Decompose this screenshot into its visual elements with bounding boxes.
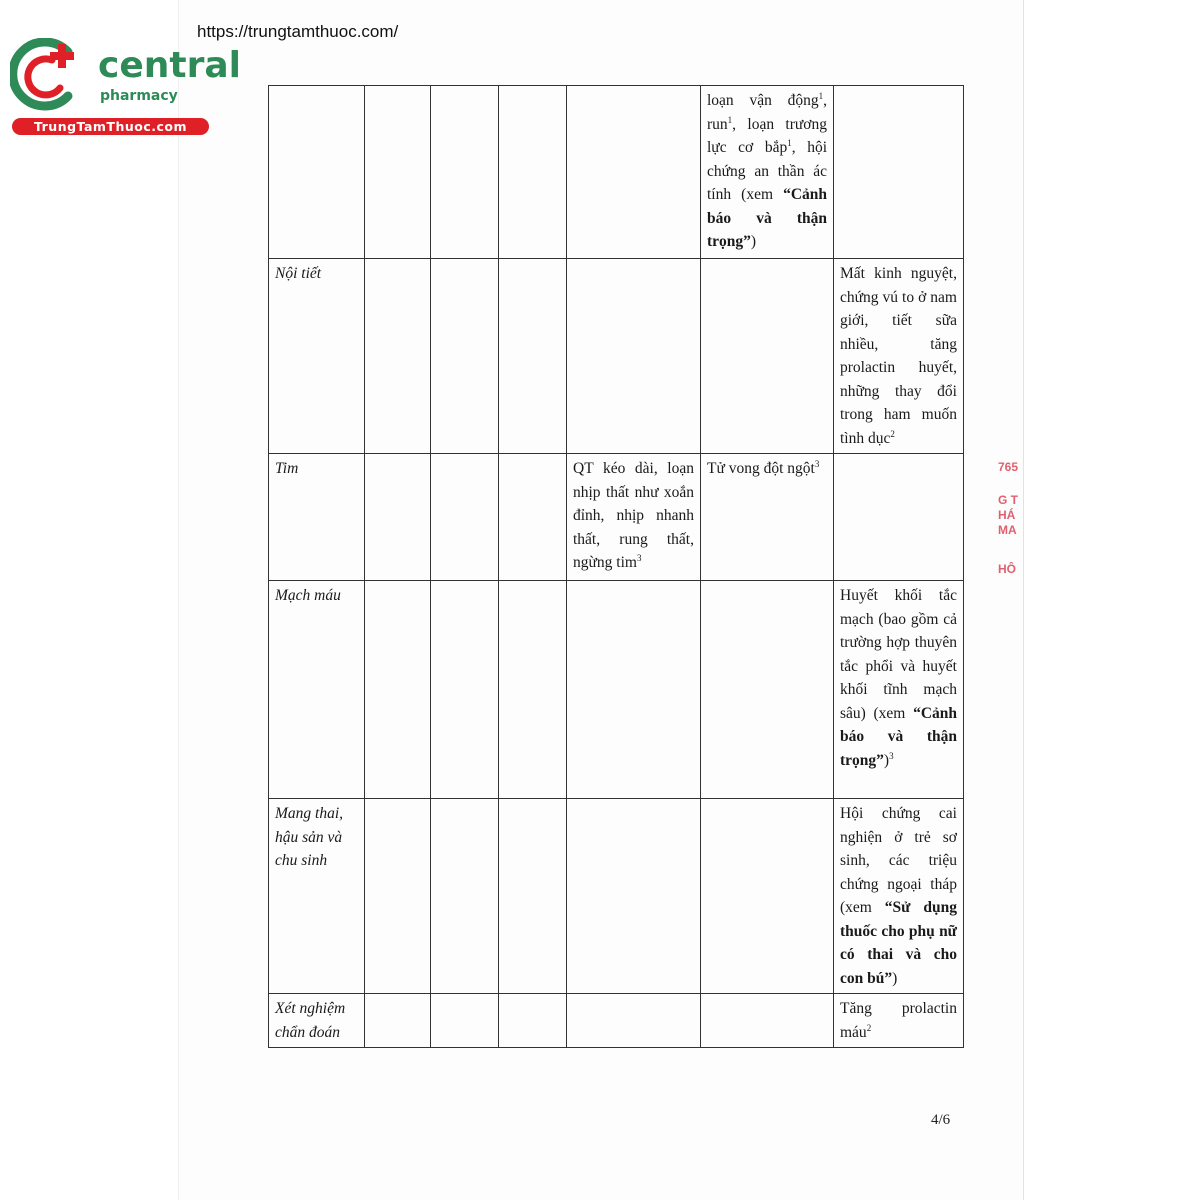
row-label-vascular: Mạch máu	[269, 581, 365, 799]
table-row	[269, 581, 964, 799]
red-stamp-fragment: 765 G T HÁ MA HÔ	[998, 460, 1019, 576]
table-cell	[431, 799, 499, 994]
table-cell	[701, 799, 834, 994]
adverse-effects-table	[268, 85, 964, 1048]
table-cell	[499, 259, 567, 454]
table-cell	[499, 86, 567, 259]
table-cell: QT kéo dài, loạn nhịp thất như xoắn đỉnh, nhịp nhanh thất, rung thất, ngừng tim$^3$	[567, 454, 701, 581]
table-cell	[567, 799, 701, 994]
row-label-endocrine: Nội tiết	[269, 259, 365, 454]
row-label	[269, 86, 365, 259]
table-cell	[567, 259, 701, 454]
table-cell	[499, 454, 567, 581]
row-label-diagnostics: Xét nghiệm chẩn đoán	[269, 994, 365, 1048]
table-row	[269, 259, 964, 454]
table-row	[269, 454, 964, 581]
page-number: 4/6	[931, 1112, 951, 1128]
table-cell	[834, 454, 964, 581]
table-cell	[431, 994, 499, 1048]
table-cell: Tử vong đột ngột$^3$	[701, 454, 834, 581]
table-cell	[499, 581, 567, 799]
table-cell: Hội chứng cai nghiện ở trẻ sơ sinh, các triệu chứng ngoại tháp (xem “Sử dụng thuốc cho phụ nữ có thai và cho con bú”)	[834, 799, 964, 994]
table-cell	[431, 581, 499, 799]
table-cell: loạn vận động$^1$, run$^1$, loạn trương lực cơ bắp$^1$, hội chứng an thần ác tính (xem “Cảnh báo và thận trọng”)	[701, 86, 834, 259]
table-row	[269, 799, 964, 994]
table-cell	[499, 994, 567, 1048]
table-cell: Huyết khối tắc mạch (bao gồm cả trường hợp thuyên tắc phổi và huyết khối tĩnh mạch sâu) (xem “Cảnh báo và thận trọng”)$^3$	[834, 581, 964, 799]
table-cell	[365, 799, 431, 994]
table-cell	[365, 994, 431, 1048]
table-cell: Mất kinh nguyệt, chứng vú to ở nam giới, tiết sữa nhiều, tăng prolactin huyết, những thay đổi trong ham muốn tình dục$^2$	[834, 259, 964, 454]
table-cell	[701, 994, 834, 1048]
table-cell	[431, 454, 499, 581]
table-row	[269, 994, 964, 1048]
table-cell	[701, 581, 834, 799]
table-cell	[431, 86, 499, 259]
logo-mark-icon	[10, 38, 90, 118]
table-cell	[567, 86, 701, 259]
table-cell	[365, 454, 431, 581]
central-pharmacy-logo	[10, 36, 241, 136]
table-cell	[365, 581, 431, 799]
row-label-pregnancy: Mang thai, hậu sản và chu sinh	[269, 799, 365, 994]
table-cell	[567, 994, 701, 1048]
table-row	[269, 86, 964, 259]
row-label-cardiac: Tim	[269, 454, 365, 581]
table-cell	[499, 799, 567, 994]
logo-subtitle: pharmacy	[100, 88, 178, 104]
table-cell	[365, 86, 431, 259]
table-cell	[365, 259, 431, 454]
logo-wordmark: central	[98, 45, 241, 86]
watermark-url: https://trungtamthuoc.com/	[197, 22, 399, 41]
table-cell	[834, 86, 964, 259]
table-cell	[431, 259, 499, 454]
table-cell: Tăng prolactin máu$^2$	[834, 994, 964, 1048]
table-cell	[701, 259, 834, 454]
logo-site-pill: TrungTamThuoc.com	[12, 118, 209, 135]
table-cell	[567, 581, 701, 799]
